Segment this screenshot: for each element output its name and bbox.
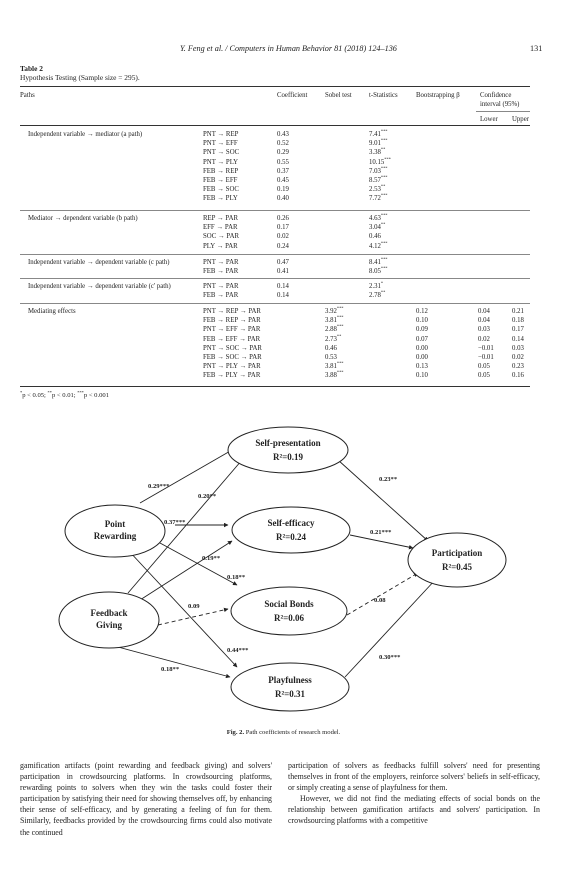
significance-mark: ** [380,289,386,295]
group-label: Independent variable → dependent variable (c' path) [28,283,171,290]
sobel-value: 3.88 [325,372,337,380]
edge-label: 0.37*** [164,519,186,526]
table-cell: PLY → PAR [203,242,238,250]
table-cell: −0.01 [478,353,494,361]
coefficient-column [277,214,289,251]
significance-mark: *** [380,137,388,143]
table-cell: 0.55 [277,158,289,166]
table-cell: 0.29 [277,149,289,157]
table-cell: FEB → SOC → PAR [203,353,262,361]
table-cell [325,335,344,344]
node-label: Self-efficacy [267,518,315,528]
node-r2: R²=0.06 [273,613,305,623]
table-cell [369,194,391,203]
table-cell: 0.21 [512,308,524,315]
left-column [20,760,272,838]
table-cell: 0.04 [478,308,490,315]
table-cell: 0.43 [277,131,289,138]
table-top-rule [20,86,530,87]
significance-mark: *** [336,360,344,366]
significance-mark: *** [380,240,388,246]
t-column [369,258,388,276]
header-upper: Upper [512,116,529,123]
sobel-value: 3.81 [325,317,337,325]
table-cell: 0.10 [416,372,428,380]
edge-label: 0.44*** [227,647,249,654]
node-social-bonds [231,587,347,635]
significance-mark: ** [47,389,52,395]
table-cell: PNT → PLY [203,158,239,166]
header-t-statistics: t-Statistics [369,92,398,99]
t-column [369,130,391,204]
t-value: 0.46 [369,233,381,241]
edge-fg-se [140,541,232,600]
t-value: 7.41 [369,131,381,138]
significance-mark: *** [380,128,388,134]
table-cell: 0.14 [512,335,524,343]
table-cell: 0.19 [277,186,289,194]
t-value: 9.01 [369,140,381,148]
table-cell [369,242,388,251]
t-value: 7.72 [369,195,381,203]
header-sobel: Sobel test [325,92,352,99]
body-paragraph: participation of solvers as feedbacks fulfill solvers' need for presenting themselves in front of the employers, reinforce solvers' beliefs in self-efficacy, or simply creating a sense of playfulness for them. [288,761,540,793]
node-label: Self-presentation [255,438,321,448]
group-label: Independent variable → mediator (a path) [28,131,143,138]
group-divider [20,210,530,211]
footnote-text: p < 0.001 [83,392,110,399]
table-cell: SOC → PAR [203,233,240,241]
table-cell: PNT → SOC [203,149,240,157]
edge-pr-sp [140,450,232,503]
table-cell: 0.03 [478,326,490,334]
table-cell [369,291,385,300]
table-cell: 0.10 [416,317,428,325]
edge-sb-pa [347,573,418,615]
table-cell: 0.37 [277,167,289,175]
t-value: 4.63 [369,215,381,222]
footnote-text: p < 0.01; [51,392,78,399]
table-cell: −0.01 [478,344,494,352]
table-label: Table 2 [20,64,43,73]
table-cell: PNT → PLY → PAR [203,363,261,371]
t-column [369,214,388,251]
header-coefficient: Coefficient [277,92,308,99]
node-r2: R²=0.19 [272,452,304,462]
edge-label: 0.18** [161,666,180,673]
node-label: Social Bonds [264,599,314,609]
edge-fg-sb [158,609,228,625]
body-paragraph: However, we did not find the mediating effects of social bonds on the relationship between gamification artifacts and solvers' participation. In crowdsourcing platforms with a competitive [288,794,540,826]
sobel-value: 0.46 [325,344,337,352]
path-column [203,214,239,251]
ci-subrule [476,111,530,112]
table-cell: 0.09 [416,326,428,334]
table-cell: 0.05 [478,372,490,380]
group-divider [20,254,530,255]
coefficient-column [277,130,289,204]
table-cell: 0.07 [416,335,428,343]
table-cell: 0.02 [478,335,490,343]
significance-mark: *** [77,389,84,395]
t-value: 3.38 [369,149,381,157]
coefficient-column [277,258,289,276]
table-cell: FEB → PLY → PAR [203,372,261,380]
path-column [203,282,239,300]
edge-label: 0.21*** [370,529,392,536]
header-confidence-interval: Confidence interval (95%) [480,92,520,109]
table-cell: 0.41 [277,268,289,276]
significance-mark: *** [336,324,344,330]
significance-mark: *** [380,165,388,171]
sobel-value: 2.88 [325,326,337,334]
table-cell [369,223,388,232]
table-cell: PNT → REP → PAR [203,308,261,315]
t-value: 4.12 [369,242,381,250]
table-cell: 0.17 [277,224,289,232]
page-number: 131 [530,44,543,53]
table-cell: 0.02 [512,353,524,361]
path-column [203,130,239,204]
table-cell: PNT → REP [203,131,239,138]
sobel-value: 2.73 [325,335,337,343]
t-value: 8.57 [369,176,381,184]
table-cell: FEB → PLY [203,195,238,203]
table-cell: 0.24 [277,242,289,250]
significance-mark: * [380,280,384,286]
significance-mark: *** [336,370,344,376]
figure-label: Fig. 2. [226,729,245,736]
table-cell: 0.52 [277,140,289,148]
t-value: 3.04 [369,224,381,232]
sobel-column [325,307,344,381]
edge-pl-pa [345,579,436,677]
t-value: 2.78 [369,292,381,300]
table-caption: Hypothesis Testing (Sample size = 295). [20,73,140,82]
table-cell: 0.14 [277,283,289,290]
node-label: Rewarding [93,531,137,541]
node-r2: R²=0.31 [274,689,306,699]
table-cell: 0.05 [478,363,490,371]
edge-label: 0.08 [374,597,386,604]
group-label: Mediating effects [28,308,76,315]
table-cell: 0.13 [416,363,428,371]
table-cell: 0.47 [277,259,289,266]
significance-mark: ** [380,147,386,153]
significance-mark: *** [336,314,344,320]
sobel-value: 3.81 [325,363,337,371]
group-label: Independent variable → dependent variable (c path) [28,259,170,266]
figure-caption [0,729,567,736]
table-cell: 0.03 [512,344,524,352]
table-cell: 0.18 [512,317,524,325]
group-divider [20,303,530,304]
significance-mark: *** [380,212,388,218]
sobel-value: 0.53 [325,353,337,361]
significance-mark: ** [336,333,342,339]
t-value: 8.41 [369,259,381,266]
right-column [288,760,540,827]
bootstrapping-column [416,307,428,381]
table-cell: 0.40 [277,195,289,203]
table-cell: PNT → EFF [203,140,238,148]
upper-column [512,307,524,381]
table-cell: FEB → SOC [203,186,239,194]
t-column [369,282,385,300]
group-label: Mediator → dependent variable (b path) [28,215,138,222]
t-value: 8.05 [369,268,381,276]
table-cell: 0.45 [277,176,289,184]
figure-caption-text: Path coefficients of research model. [245,729,341,736]
table-cell: FEB → EFF → PAR [203,335,261,343]
edge-se-pa [350,535,413,548]
table-cell: FEB → PAR [203,268,239,276]
significance-mark: *** [380,193,388,199]
significance-mark: * [20,389,23,395]
path-diagram [0,415,567,725]
t-value: 2.31 [369,283,381,290]
table-cell [325,371,344,380]
table-cell [325,344,344,353]
significance-mark: *** [380,256,388,262]
table-cell: PNT → SOC → PAR [203,344,262,352]
t-value: 2.53 [369,186,381,194]
edge-label: 0.19** [202,555,221,562]
significance-mark: ** [380,183,386,189]
table-cell: PNT → PAR [203,259,239,266]
table-cell: 0.26 [277,215,289,222]
header-paths: Paths [20,92,35,99]
table-cell: PNT → PAR [203,283,239,290]
node-r2: R²=0.45 [441,562,473,572]
table-cell: 0.14 [277,292,289,300]
node-label: Playfulness [268,675,312,685]
header-lower: Lower [480,116,498,123]
edge-label: 0.23** [379,476,398,483]
edge-pr-sb [160,543,237,585]
node-label: Point [104,519,126,529]
edge-label: 0.29*** [148,483,170,490]
table-bottom-rule [20,386,530,387]
table-cell [369,267,388,276]
node-r2: R²=0.24 [275,532,307,542]
group-divider [20,278,530,279]
table-cell: 0.17 [512,326,524,334]
table-cell: FEB → EFF [203,176,238,184]
significance-mark: *** [380,265,388,271]
edge-label: 0.09 [188,603,200,610]
body-paragraph: gamification artifacts (point rewarding and feedback giving) and solvers' participation in crowdsourcing platforms. In crowdsourcing platforms, rewarding points to solvers when they win the tasks could foster their participation by satisfying their need for showing themselves off, by enhancing their sense of self-efficacy, and by generating a feeling of fun for them. Similarly, feedbacks provided by the crowdsourcing firms could also motivate the continued [20,761,272,837]
table-cell: FEB → REP → PAR [203,317,261,325]
table-cell: 0.12 [416,308,428,315]
journal-citation: Y. Feng et al. / Computers in Human Behavior 81 (2018) 124–136 [180,44,397,53]
node-self-efficacy [232,507,350,553]
table-cell: 0.16 [512,372,524,380]
significance-mark: ** [380,221,386,227]
table-cell: 0.04 [478,317,490,325]
sobel-value: 3.92 [325,308,337,315]
node-label: Feedback [90,608,128,618]
significance-mark: *** [380,174,388,180]
edge-label: 0.20** [198,493,217,500]
table-footnote [20,389,110,399]
node-playfulness [231,663,349,711]
t-value: 7.03 [369,167,381,175]
node-self-presentation [228,427,348,473]
header-bootstrapping: Bootstrapping β [416,92,460,99]
node-participation [408,533,506,587]
table-cell: 0.02 [277,233,289,241]
table-header-rule [20,125,530,126]
edge-label: 0.30*** [379,654,401,661]
node-label: Giving [95,620,123,630]
table-cell: 0.00 [416,353,428,361]
table-cell: FEB → REP [203,167,239,175]
path-column [203,258,239,276]
path-column [203,307,262,381]
table-cell: 0.23 [512,363,524,371]
coefficient-column [277,282,289,300]
table-cell: EFF → PAR [203,224,238,232]
footnote-text: p < 0.05; [22,392,48,399]
table-cell: REP → PAR [203,215,239,222]
table-cell: PNT → EFF → PAR [203,326,261,334]
significance-mark: *** [384,156,391,162]
table-cell: FEB → PAR [203,292,239,300]
t-value: 10.15 [369,158,385,166]
edge-label: 0.18** [227,574,246,581]
lower-column [478,307,494,381]
table-cell: 0.00 [416,344,428,352]
node-label: Participation [431,548,483,558]
significance-mark: *** [336,305,344,311]
